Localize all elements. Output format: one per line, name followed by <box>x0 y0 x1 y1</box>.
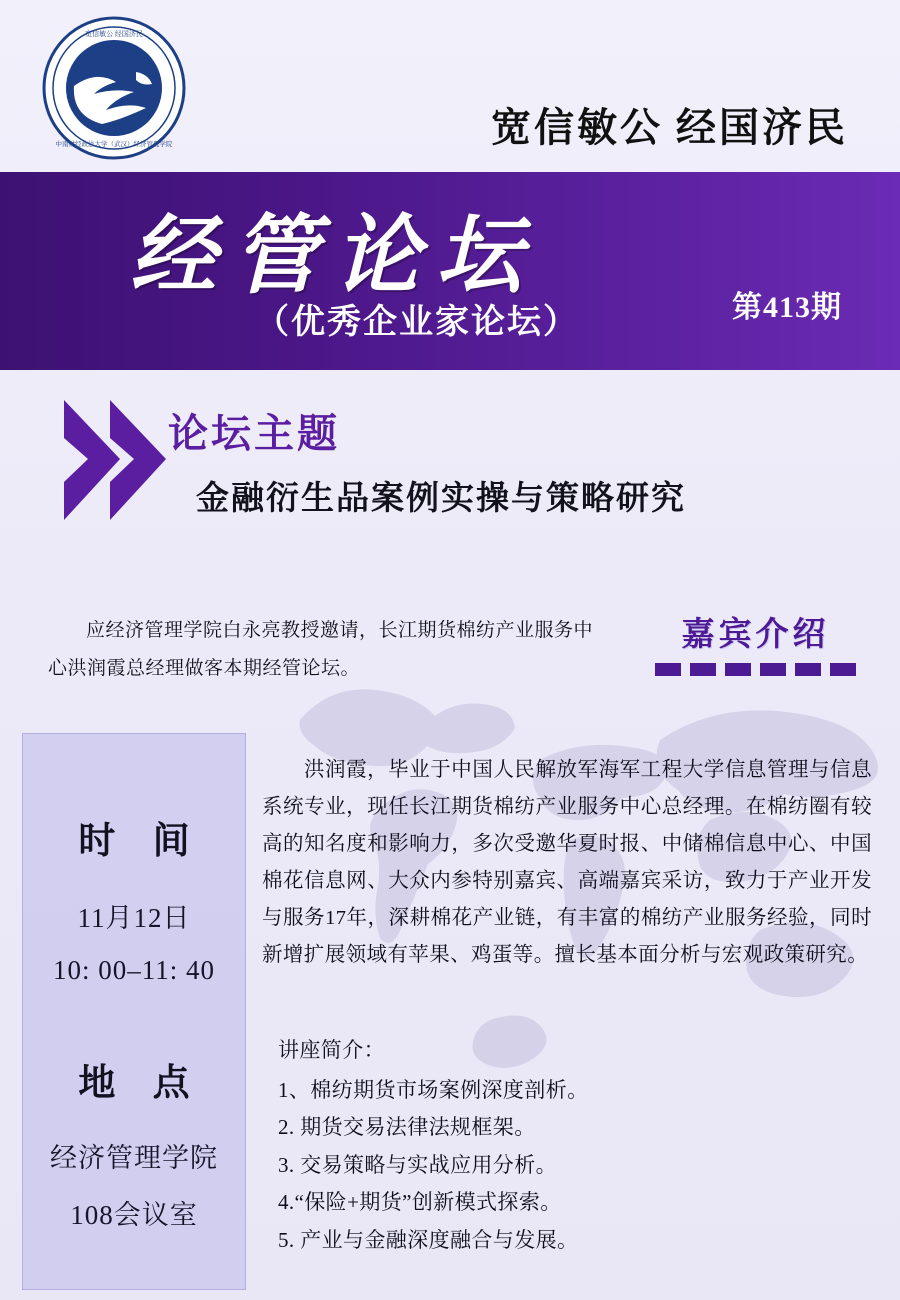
outline-item: 2. 期货交易法律法规框架。 <box>278 1115 536 1139</box>
place-label: 地 点 <box>78 1063 204 1104</box>
university-logo-icon <box>40 14 188 162</box>
chevron-icon <box>58 396 168 526</box>
svg-text:中南财经政法大学（武汉）经济管理学院: 中南财经政法大学（武汉）经济管理学院 <box>55 141 173 148</box>
event-room: 108会议室 <box>70 1200 198 1230</box>
outline-item: 5. 产业与金融深度融合与发展。 <box>278 1227 579 1252</box>
dash-decoration <box>655 663 856 676</box>
time-label: 时 间 <box>78 821 204 862</box>
event-venue: 经济管理学院 <box>50 1143 218 1173</box>
event-info-panel <box>22 733 246 1290</box>
issue-number: 第413期 <box>732 291 842 324</box>
guest-bio: 洪润霞，毕业于中国人民解放军海军工程大学信息管理与信息系统专业，现任长江期货棉纺产业服务中心总经理。在棉纺圈有较高的知名度和影响力，多次受邀华夏时报、中储棉信息中心、中国棉花信息网、大众内参特别嘉宾、高端嘉宾采访，致力于产业开发与服务17年，深耕棉花产业链，有丰富的棉纺产业服务经验，同时新增扩展领域有苹果、鸡蛋等。擅长基本面分析与宏观政策研究。 <box>262 759 872 966</box>
title-band <box>0 172 900 370</box>
guest-section-title: 嘉宾介绍 <box>681 617 830 653</box>
outline-item: 4.“保险+期货”创新模式探索。 <box>278 1190 562 1214</box>
poster-header <box>0 0 900 170</box>
poster-motto: 宽信敏公 经国济民 <box>491 105 848 150</box>
theme-label: 论坛主题 <box>168 411 340 456</box>
outline-title: 讲座简介： <box>278 1038 385 1062</box>
forum-subtitle: （优秀企业家论坛） <box>255 304 579 341</box>
guest-section-header <box>655 608 856 676</box>
event-hours: 10: 00–11: 40 <box>52 955 215 985</box>
outline-item: 3. 交易策略与实战应用分析。 <box>278 1152 557 1177</box>
intro-paragraph: 应经济管理学院白永亮教授邀请，长江期货棉纺产业服务中心洪润霞总经理做客本期经管论坛。 <box>48 620 594 679</box>
svg-text:1985: 1985 <box>108 130 120 136</box>
svg-text:宽信敏公 经国济民: 宽信敏公 经国济民 <box>85 30 143 38</box>
event-date: 11月12日 <box>77 903 191 933</box>
outline-item: 1、棉纺期货市场案例深度剖析。 <box>278 1077 589 1102</box>
lecture-outline <box>278 1032 878 1259</box>
theme-text: 金融衍生品案例实操与策略研究 <box>196 481 686 517</box>
forum-title: 经管论坛 <box>130 208 538 304</box>
